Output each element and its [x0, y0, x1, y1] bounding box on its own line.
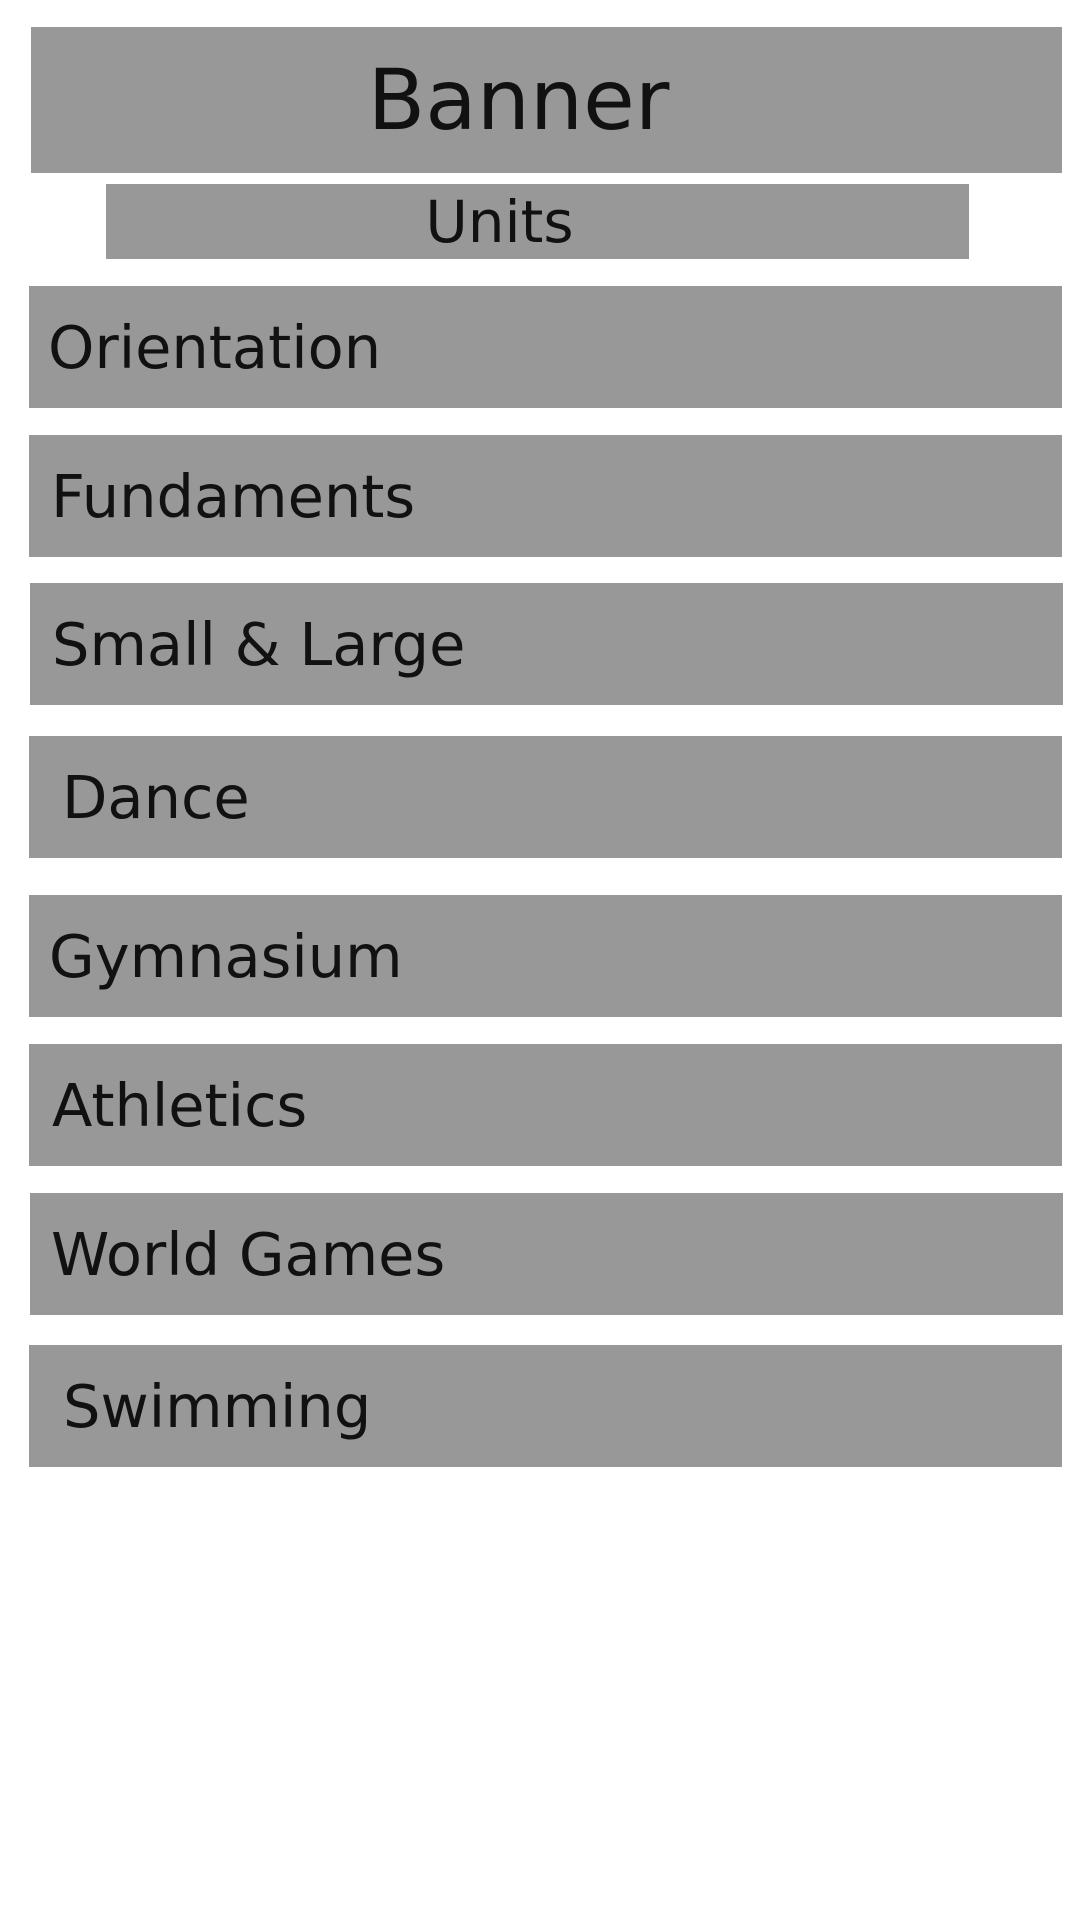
unit-orientation-button[interactable] — [29, 286, 1062, 408]
unit-label: World Games — [51, 1219, 446, 1289]
unit-small-large-button[interactable] — [30, 583, 1063, 705]
unit-swimming-button[interactable] — [29, 1345, 1062, 1467]
unit-label: Swimming — [63, 1371, 372, 1441]
unit-label: Orientation — [48, 312, 382, 382]
banner-title: Banner — [367, 51, 670, 149]
units-header — [106, 184, 969, 259]
unit-label: Dance — [62, 762, 250, 832]
unit-world-games-button[interactable] — [30, 1193, 1063, 1315]
unit-label: Athletics — [52, 1070, 308, 1140]
units-title: Units — [425, 187, 574, 256]
unit-label: Gymnasium — [49, 921, 403, 991]
unit-athletics-button[interactable] — [29, 1044, 1062, 1166]
unit-gymnasium-button[interactable] — [29, 895, 1062, 1017]
unit-label: Small & Large — [52, 609, 466, 679]
banner — [31, 27, 1062, 173]
unit-fundaments-button[interactable] — [29, 435, 1062, 557]
unit-dance-button[interactable] — [29, 736, 1062, 858]
unit-label: Fundaments — [51, 461, 416, 531]
